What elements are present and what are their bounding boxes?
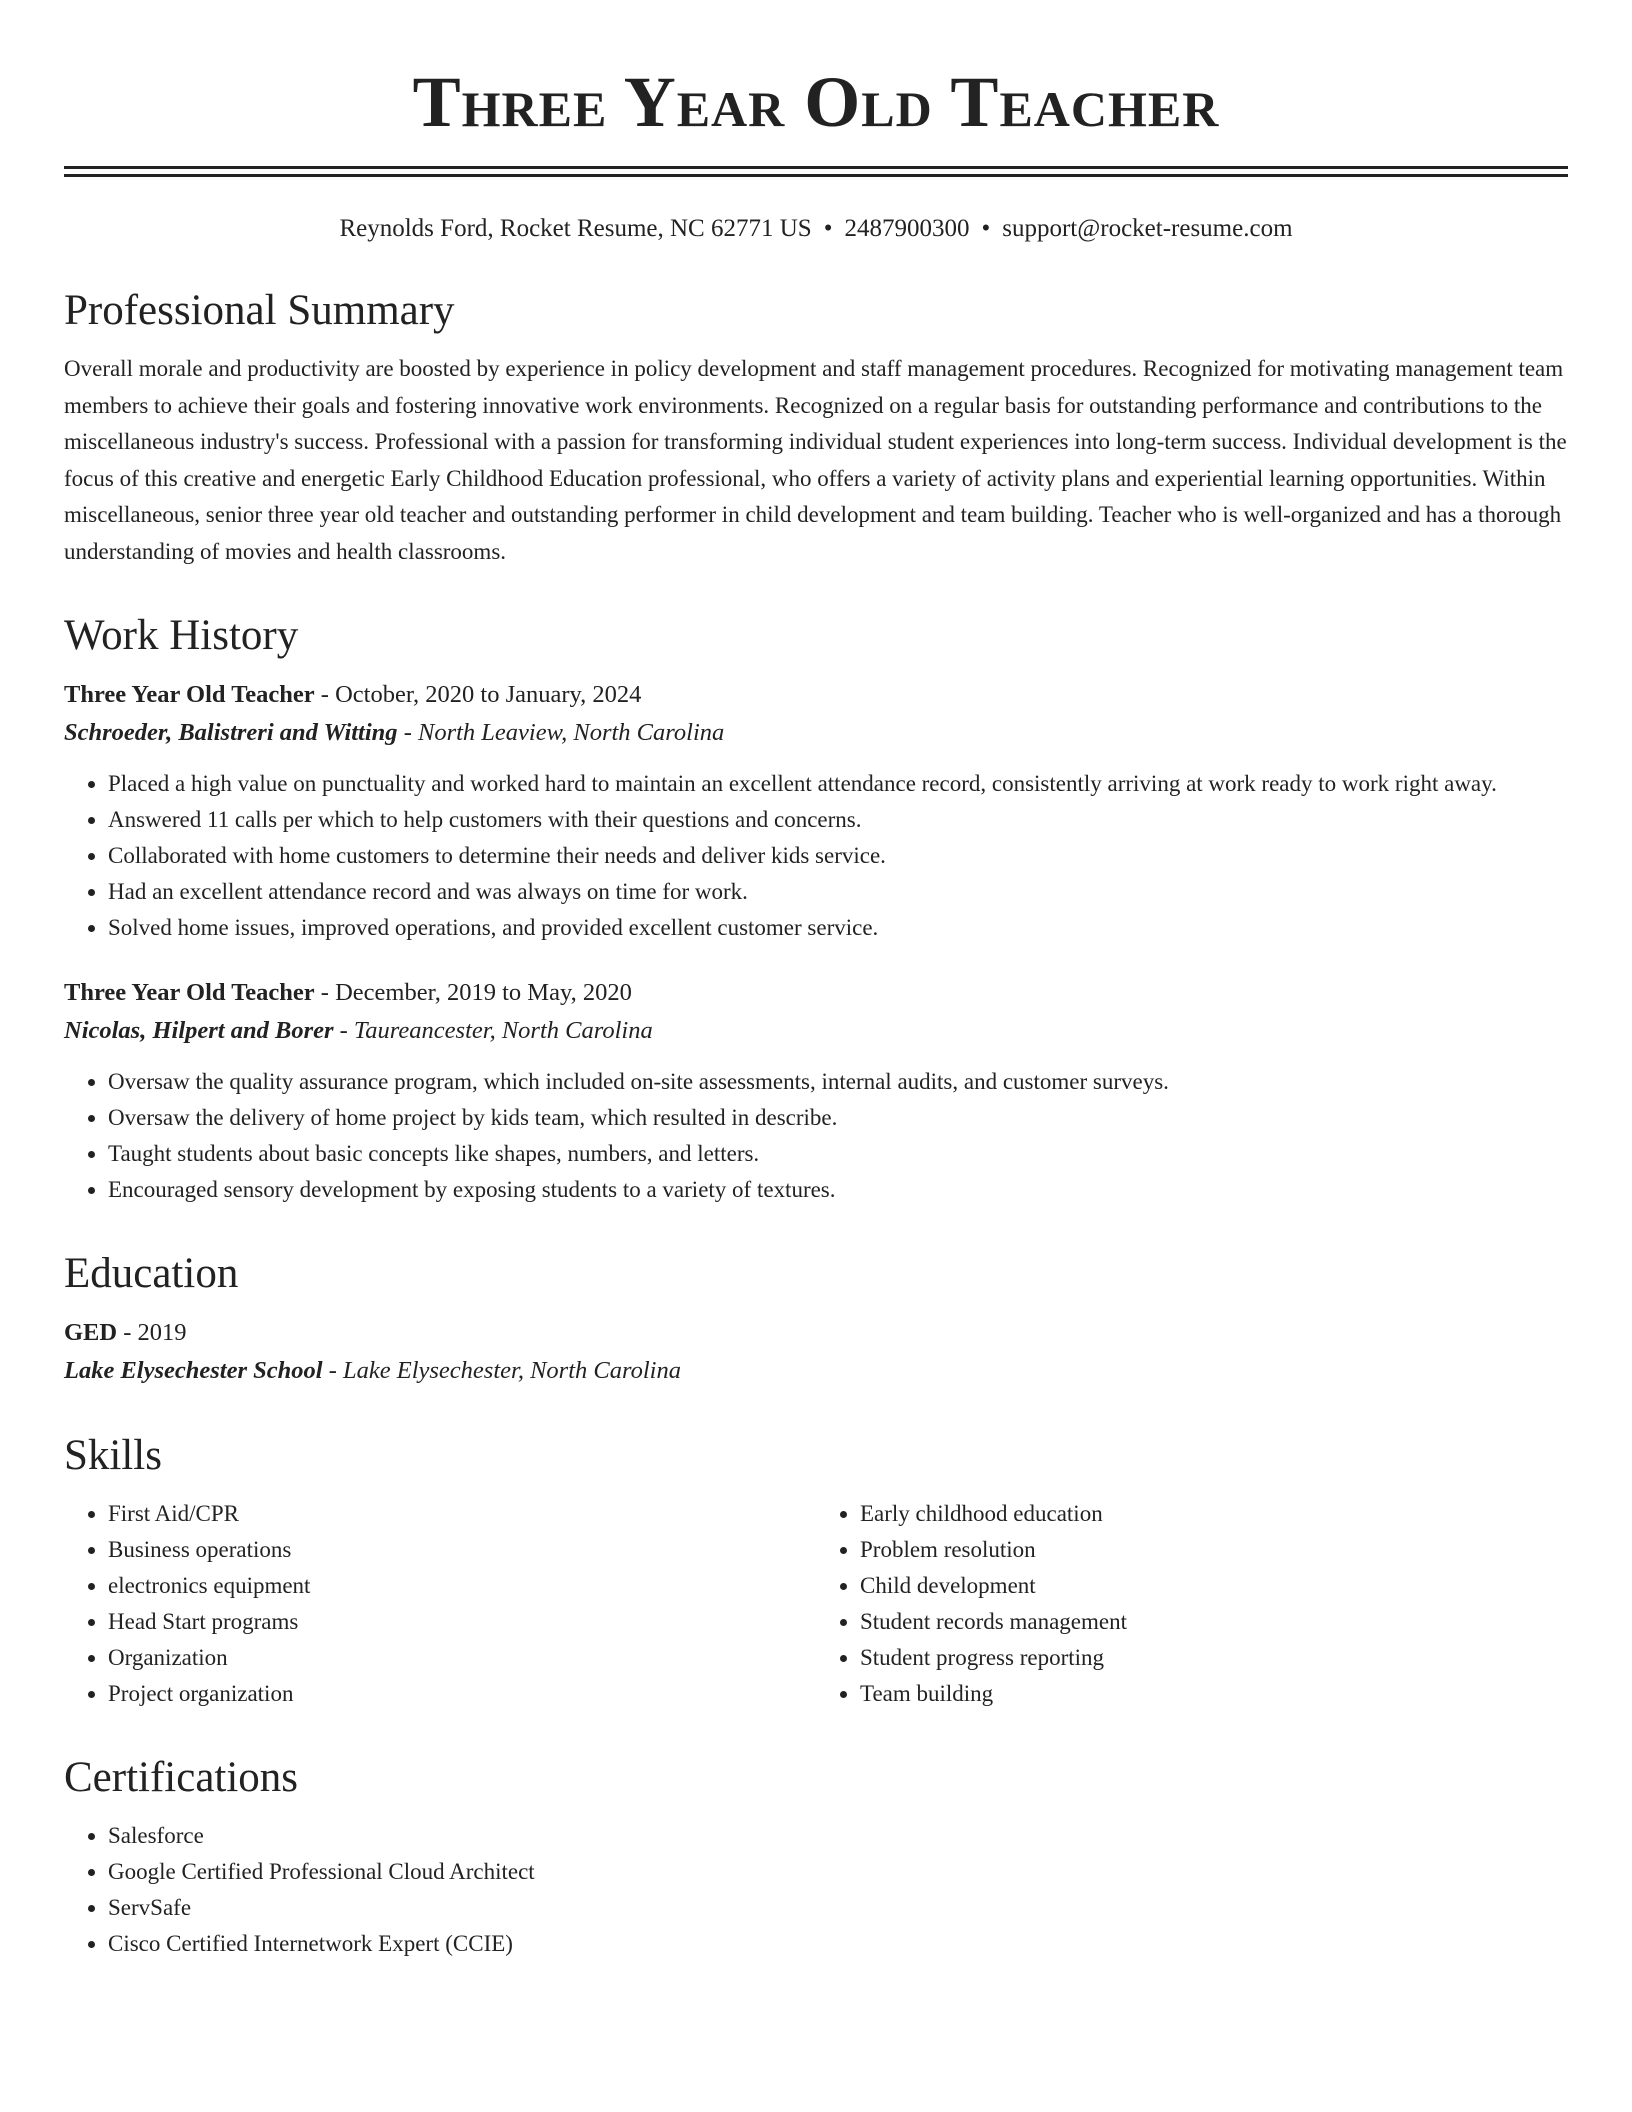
- job-header: [64, 974, 1568, 1012]
- skills-heading: Skills: [64, 1432, 162, 1479]
- resume-title: Three Year Old Teacher: [412, 62, 1220, 142]
- contact-line: [64, 213, 1568, 245]
- list-item: • Collaborated with home customers to determine their needs and deliver kids service.: [108, 838, 1568, 874]
- job-bullets: [64, 1064, 1568, 1208]
- list-item: • Salesforce: [108, 1818, 1568, 1854]
- list-item: • Had an excellent attendance record and was always on time for work.: [108, 874, 1568, 910]
- job-title: Three Year Old Teacher: [64, 681, 315, 708]
- contact-separator: •: [823, 215, 833, 242]
- certifications-heading: Certifications: [64, 1754, 299, 1801]
- list-item: • Google Certified Professional Cloud Architect: [108, 1854, 1568, 1890]
- certifications-list: [64, 1818, 1568, 1962]
- job-company: Schroeder, Balistreri and Witting: [64, 719, 398, 746]
- skills-left-column: [64, 1496, 816, 1712]
- education-heading: Education: [64, 1250, 239, 1297]
- job-location: - Taureancester, North Carolina: [333, 1017, 653, 1044]
- education-school: Lake Elysechester School: [64, 1357, 323, 1384]
- list-item: • Solved home issues, improved operations, and provided excellent customer service.: [108, 910, 1568, 946]
- list-item: • Project organization: [108, 1676, 816, 1712]
- list-item: • ServSafe: [108, 1890, 1568, 1926]
- job-company-line: [64, 714, 1568, 752]
- list-item: • Oversaw the quality assurance program, which included on-site assessments, internal audits, and customer surveys.: [108, 1064, 1568, 1100]
- skills-columns: [64, 1496, 1568, 1712]
- list-item: • Oversaw the delivery of home project by kids team, which resulted in describe.: [108, 1100, 1568, 1136]
- contact-separator: •: [981, 215, 991, 242]
- education-location: - Lake Elysechester, North Carolina: [322, 1357, 681, 1384]
- list-item: • Problem resolution: [860, 1532, 1568, 1568]
- list-item: • Taught students about basic concepts like shapes, numbers, and letters.: [108, 1136, 1568, 1172]
- job-bullets: [64, 766, 1568, 946]
- job-entry: [64, 974, 1568, 1208]
- list-item: • Business operations: [108, 1532, 816, 1568]
- job-company-line: [64, 1012, 1568, 1050]
- contact-email: support@rocket-resume.com: [1002, 215, 1293, 242]
- summary-text: Overall morale and productivity are boosted by experience in policy development and staff management procedures. Recognized for motivating management team members to achieve their goals and fostering innovative work environments. Recognized on a regular basis for outstanding performance and contributions to the miscellaneous industry's success. Professional with a passion for transforming individual student experiences into long-term success. Individual development is the focus of this creative and energetic Early Childhood Education professional, who offers a variety of activity plans and experiential learning opportunities. Within miscellaneous, senior three year old teacher and outstanding performer in child development and team building. Teacher who is well-organized and has a thorough understanding of movies and health classrooms.: [64, 356, 1567, 564]
- job-entry: [64, 676, 1568, 946]
- list-item: • Student records management: [860, 1604, 1568, 1640]
- list-item: • Placed a high value on punctuality and worked hard to maintain an excellent attendance record, consistently arriving at work ready to work right away.: [108, 766, 1568, 802]
- list-item: • Early childhood education: [860, 1496, 1568, 1532]
- job-company: Nicolas, Hilpert and Borer: [64, 1017, 334, 1044]
- list-item: • Head Start programs: [108, 1604, 816, 1640]
- summary-heading: Professional Summary: [64, 287, 455, 334]
- list-item: • Child development: [860, 1568, 1568, 1604]
- education-degree-line: [64, 1314, 1568, 1352]
- list-item: • electronics equipment: [108, 1568, 816, 1604]
- list-item: • Cisco Certified Internetwork Expert (CCIE): [108, 1926, 1568, 1962]
- education-school-line: [64, 1352, 1568, 1390]
- title-divider: [64, 166, 1568, 177]
- job-title: Three Year Old Teacher: [64, 979, 315, 1006]
- contact-phone: 2487900300: [844, 215, 970, 242]
- contact-address: Reynolds Ford, Rocket Resume, NC 62771 US: [339, 215, 812, 242]
- list-item: • Answered 11 calls per which to help customers with their questions and concerns.: [108, 802, 1568, 838]
- list-item: • Encouraged sensory development by exposing students to a variety of textures.: [108, 1172, 1568, 1208]
- job-header: [64, 676, 1568, 714]
- job-dates: - December, 2019 to May, 2020: [314, 979, 632, 1006]
- education-degree: GED: [64, 1319, 118, 1346]
- job-dates: - October, 2020 to January, 2024: [314, 681, 642, 708]
- skills-right-column: [816, 1496, 1568, 1712]
- list-item: • Team building: [860, 1676, 1568, 1712]
- list-item: • First Aid/CPR: [108, 1496, 816, 1532]
- list-item: • Organization: [108, 1640, 816, 1676]
- list-item: • Student progress reporting: [860, 1640, 1568, 1676]
- work-history-heading: Work History: [64, 612, 299, 659]
- job-location: - North Leaview, North Carolina: [397, 719, 725, 746]
- education-year: - 2019: [117, 1319, 187, 1346]
